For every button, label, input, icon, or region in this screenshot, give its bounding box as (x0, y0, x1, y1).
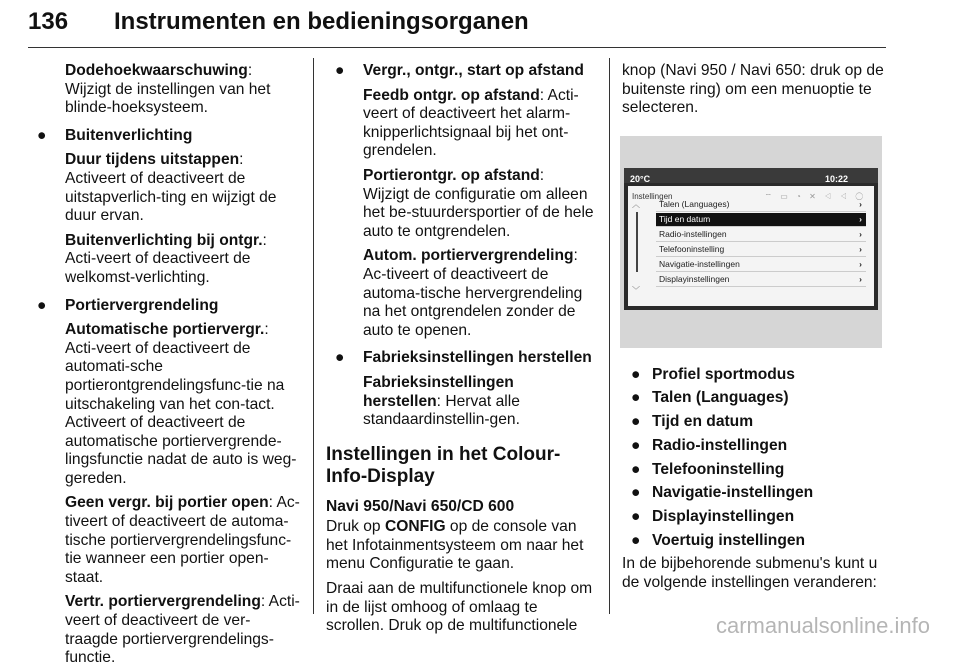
description: : Acti-veert of deactiveert de automati-sche portierontgrendelingsfunc-tie na uitschakeling van het con-tact. Activeert of deactiveert de automatische portiervergrende-lingsfunctie nadat de auto is weg-gereden. (65, 321, 297, 487)
bullet-icon: ● (37, 126, 47, 144)
bullet-icon: ● (631, 507, 641, 525)
bullet-icon: ● (631, 365, 641, 383)
term: Buitenverlichting bij ontgr. (65, 231, 263, 249)
text: Druk op (326, 518, 385, 536)
chevron-right-icon: › (859, 243, 862, 254)
menu-item-label: Talen (Languages) (659, 198, 730, 209)
scroll-up-icon: ︿ (632, 199, 640, 209)
scroll-down-icon: ﹀ (632, 285, 640, 295)
bullet-icon: ● (631, 389, 641, 407)
bullet-heading (326, 62, 594, 81)
list-item-label: Talen (Languages) (652, 389, 789, 407)
menu-item[interactable] (656, 243, 866, 257)
menu-item[interactable] (656, 228, 866, 242)
term: Autom. portiervergrendeling (363, 247, 574, 265)
menu-item[interactable] (656, 198, 866, 212)
bullet-icon: ● (335, 349, 345, 367)
description: : Acti-veert of deactiveert het alarm-knipperlichtsignaal bij het ont-grendelen. (363, 86, 579, 160)
bullet-heading (28, 297, 300, 316)
column-3 (622, 62, 888, 592)
paragraph (326, 167, 594, 241)
column-1 (28, 62, 300, 668)
description: : Ac-tiveert of deactiveert de automa-tische hervergrendeling na het ontgrendelen zonder de auto te openen. (363, 247, 583, 339)
column-divider (313, 58, 314, 614)
paragraph: Draai aan de multifunctionele knop om in de lijst omhoog of omlaag te scrollen. Druk op de multifunctionele (326, 580, 593, 635)
bullet-icon: ● (335, 62, 345, 79)
term: Dodehoekwaarschuwing (65, 62, 248, 79)
term: Geen vergr. bij portier open (65, 494, 269, 512)
paragraph (326, 518, 594, 574)
paragraph: In de bijbehorende submenu's kunt u de volgende instellingen veranderen: (622, 555, 878, 591)
settings-list (622, 366, 888, 550)
menu-item-label: Radio-instellingen (659, 228, 727, 239)
menu-header: Instellingen (632, 191, 673, 201)
list-item (622, 508, 888, 527)
chevron-right-icon: › (859, 228, 862, 239)
paragraph (28, 593, 300, 667)
list-item (622, 413, 888, 432)
paragraph (28, 62, 300, 118)
subsection-heading: Navi 950/Navi 650/CD 600 (326, 497, 515, 515)
list-item-label: Telefooninstelling (652, 460, 785, 478)
chevron-right-icon: › (859, 258, 862, 269)
paragraph (326, 87, 594, 161)
list-item-label: Displayinstellingen (652, 507, 795, 525)
description: : Activeert of deactiveert de uitstapverlich-ting en wijzigt de duur ervan. (65, 151, 277, 225)
list-item (622, 389, 888, 408)
chevron-right-icon: › (859, 273, 862, 284)
description: : Wijzigt de instellingen van het blinde-hoeksysteem. (65, 62, 271, 117)
term: Duur tijdens uitstappen (65, 151, 240, 169)
paragraph (326, 374, 594, 430)
list-item-label: Navigatie-instellingen (652, 484, 814, 502)
menu-item[interactable] (656, 258, 866, 272)
info-display-screen (624, 168, 878, 310)
paragraph (28, 321, 300, 488)
bullet-label: Portiervergrendeling (65, 296, 219, 314)
list-item-label: Voertuig instellingen (652, 531, 806, 549)
list-item (622, 484, 888, 503)
config-key: CONFIG (384, 518, 446, 536)
screen-status-bar (624, 168, 878, 183)
list-item-label: Radio-instellingen (652, 436, 788, 454)
term: Fabrieksinstellingen herstellen (363, 373, 514, 410)
column-divider (609, 58, 610, 614)
term: Portierontgr. op afstand (363, 166, 540, 184)
clock-readout: 10:22 (824, 173, 848, 184)
list-item-label: Profiel sportmodus (652, 365, 795, 383)
description: : Wijzigt de configuratie om alleen het be-stuurdersportier of de hele auto te ontgrendelen. (363, 166, 594, 240)
bullet-heading (28, 127, 300, 146)
page-header (28, 6, 888, 46)
paragraph (28, 494, 300, 587)
menu-item-selected[interactable] (656, 213, 866, 227)
temperature-readout: 20°C (630, 173, 651, 184)
term: Feedb ontgr. op afstand (363, 86, 540, 104)
status-icons: ⌔ ▭ ◔ ✕ ◁ ◁ ◯ (764, 191, 866, 201)
bullet-label: Fabrieksinstellingen herstellen (363, 349, 592, 367)
list-item-label: Tijd en datum (652, 413, 754, 431)
term: Vertr. portiervergrendeling (65, 593, 261, 611)
term: Automatische portiervergr. (65, 321, 265, 339)
menu-item-label: Navigatie-instellingen (659, 258, 740, 269)
list-item (622, 437, 888, 456)
page-number: 136 (28, 8, 69, 35)
chevron-right-icon: › (859, 213, 862, 224)
paragraph (28, 232, 300, 288)
page-title: Instrumenten en bedieningsorganen (114, 8, 529, 35)
bullet-icon: ● (631, 436, 641, 454)
description: : Hervat alle standaardinstellin-gen. (363, 392, 520, 429)
menu-item-label: Telefooninstelling (659, 243, 725, 254)
list-item (622, 532, 888, 551)
section-heading: Instellingen in het Colour-Info-Display (326, 443, 561, 487)
menu-item-label: Tijd en datum (659, 213, 711, 224)
column-2 (326, 62, 594, 636)
bullet-label: Vergr., ontgr., start op afstand (363, 62, 584, 79)
description: : Acti-veert of deactiveert de ver-traagde portiervergrendelings-functie. (65, 593, 300, 667)
bullet-icon: ● (631, 460, 641, 478)
description: : Ac-tiveert of deactiveert de automa-tische portiervergrendelingsfunc-tie wanneer een portier open-staat. (65, 494, 300, 586)
chevron-right-icon: › (859, 198, 862, 209)
paragraph (28, 151, 300, 225)
bullet-heading (326, 349, 594, 368)
menu-item-label: Displayinstellingen (659, 273, 730, 284)
paragraph (326, 247, 594, 340)
menu-item[interactable] (656, 273, 866, 287)
settings-menu (628, 186, 874, 306)
text: op de console van het Infotainmentsysteem om naar het menu Configuratie te gaan. (326, 518, 584, 573)
paragraph: knop (Navi 950 / Navi 650: druk op de buitenste ring) om een menuoptie te selecteren. (622, 62, 884, 117)
description: : Acti-veert of deactiveert de welkomst-verlichting. (65, 231, 267, 286)
list-item (622, 461, 888, 480)
scrollbar (636, 212, 638, 272)
list-item (622, 366, 888, 385)
bullet-icon: ● (631, 484, 641, 502)
bullet-label: Buitenverlichting (65, 126, 193, 144)
bullet-icon: ● (631, 413, 641, 431)
bullet-icon: ● (631, 531, 641, 549)
display-photo (620, 136, 882, 348)
header-rule (28, 47, 886, 48)
watermark: carmanualsonline.info (715, 613, 930, 638)
bullet-icon: ● (37, 296, 47, 314)
